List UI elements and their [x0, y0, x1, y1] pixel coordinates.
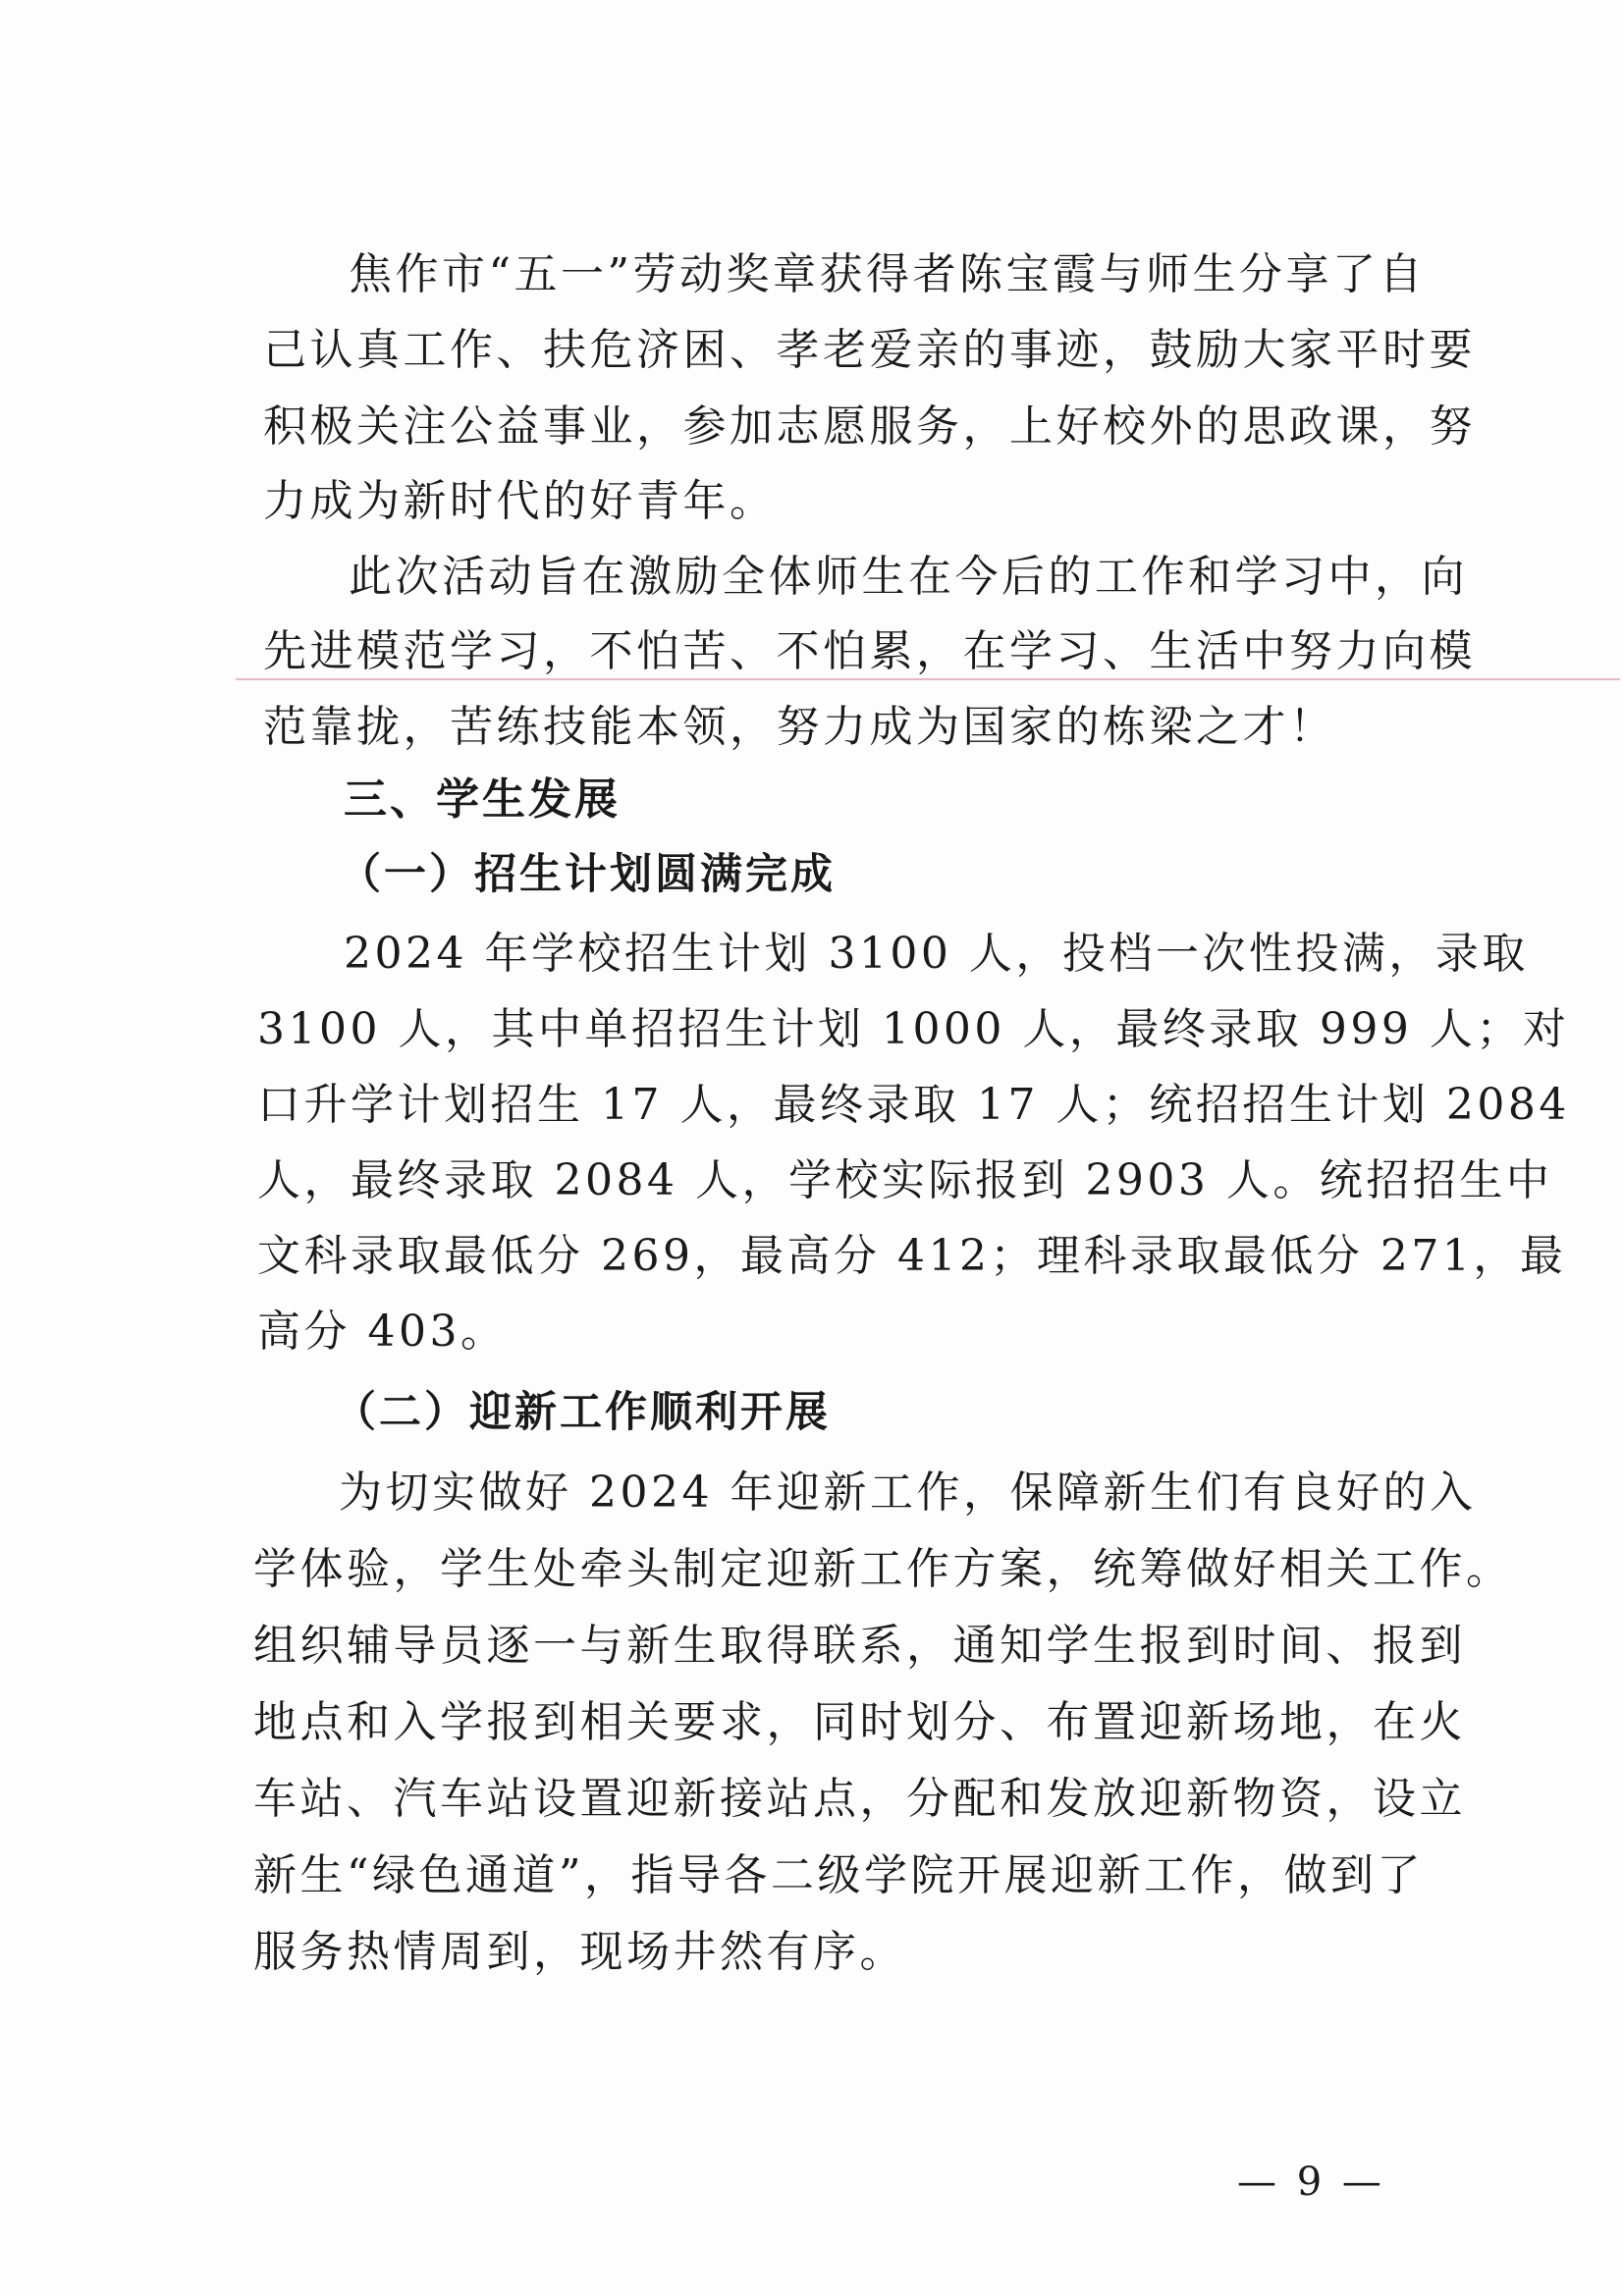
section-heading-student-development: 三、学生发展: [344, 774, 621, 825]
paragraph-4-line-2: 学体验，学生处牵头制定迎新工作方案，统筹做好相关工作。: [253, 1544, 1513, 1594]
paragraph-4-line-6: 新生“绿色通道”，指导各二级学院开展迎新工作，做到了: [253, 1850, 1424, 1900]
page-number: — 9 —: [1237, 2160, 1385, 2205]
paragraph-4-line-4: 地点和入学报到相关要求，同时划分、布置迎新场地，在火: [253, 1697, 1466, 1747]
paragraph-3-line-4: 人，最终录取 2084 人，学校实际报到 2903 人。统招招生中: [257, 1155, 1553, 1205]
paragraph-1-line-3: 积极关注公益事业，参加志愿服务，上好校外的思政课，努: [263, 401, 1476, 452]
paragraph-4-line-7: 服务热情周到，现场井然有序。: [253, 1927, 906, 1977]
paragraph-3-line-3: 口升学计划招生 17 人，最终录取 17 人；统招招生计划 2084: [257, 1080, 1570, 1130]
paragraph-1-line-2: 己认真工作、扶危济困、孝老爱亲的事迹，鼓励大家平时要: [263, 325, 1476, 375]
paragraph-4-line-3: 组织辅导员逐一与新生取得联系，通知学生报到时间、报到: [253, 1621, 1466, 1671]
paragraph-3-line-6: 高分 403。: [257, 1307, 508, 1357]
paragraph-3-line-5: 文科录取最低分 269，最高分 412；理科录取最低分 271，最: [257, 1231, 1567, 1281]
paragraph-2-line-2: 先进模范学习，不怕苦、不怕累，在学习、生活中努力向模: [263, 626, 1476, 676]
paragraph-4-line-1: 为切实做好 2024 年迎新工作，保障新生们有良好的入: [339, 1468, 1477, 1518]
paragraph-2-line-3: 范靠拢，苦练技能本领，努力成为国家的栋梁之才！: [263, 702, 1336, 752]
paragraph-3-line-1: 2024 年学校招生计划 3100 人，投档一次性投满，录取: [344, 929, 1529, 979]
paragraph-1-line-4: 力成为新时代的好青年。: [263, 476, 777, 526]
scan-divider-line: [236, 678, 1620, 680]
subheading-enrollment-plan: （一）招生计划圆满完成: [339, 850, 836, 899]
subheading-welcome-new-students: （二）迎新工作顺利开展: [334, 1388, 831, 1437]
paragraph-4-line-5: 车站、汽车站设置迎新接站点，分配和发放迎新物资，设立: [253, 1774, 1466, 1824]
paragraph-3-line-2: 3100 人，其中单招招生计划 1000 人，最终录取 999 人；对: [257, 1004, 1570, 1054]
paragraph-2-line-1: 此次活动旨在激励全体师生在今后的工作和学习中，向: [349, 552, 1468, 602]
paragraph-1-line-1: 焦作市“五一”劳动奖章获得者陈宝霞与师生分享了自: [349, 249, 1426, 299]
